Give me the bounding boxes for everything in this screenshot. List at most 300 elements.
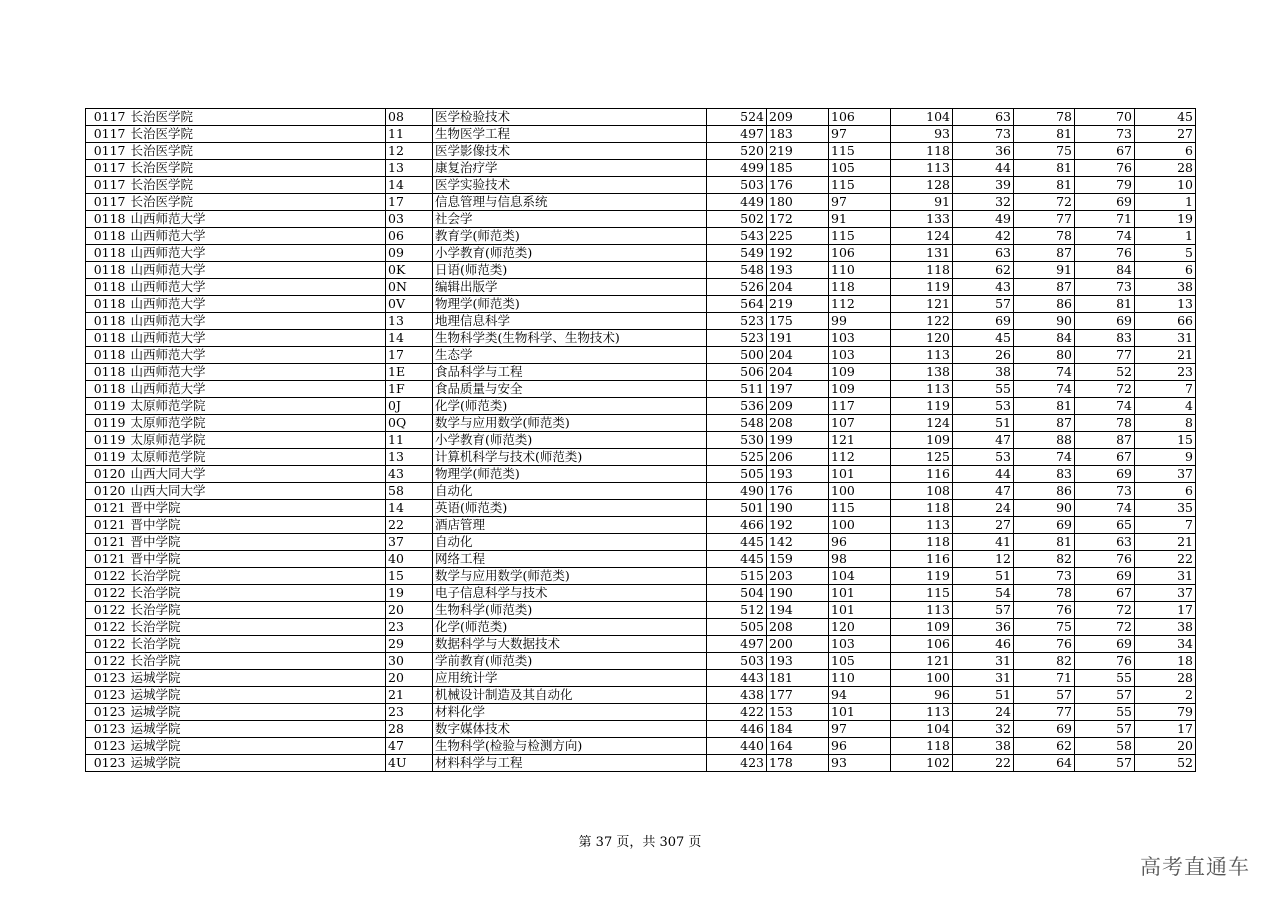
score-cell-3: 110 — [829, 670, 891, 687]
school-name-cell: 山西师范大学 — [129, 279, 386, 296]
score-cell-6: 83 — [1014, 466, 1075, 483]
score-cell-4: 113 — [891, 381, 953, 398]
score-cell-4: 113 — [891, 704, 953, 721]
score-cell-2: 164 — [767, 738, 829, 755]
school-code-cell: 0122 — [86, 568, 129, 585]
table-row — [86, 160, 1196, 177]
table-row — [86, 211, 1196, 228]
score-cell-7: 67 — [1075, 143, 1135, 160]
table-row — [86, 177, 1196, 194]
score-cell-4: 104 — [891, 721, 953, 738]
school-code-cell: 0118 — [86, 211, 129, 228]
score-cell-6: 80 — [1014, 347, 1075, 364]
score-cell-3: 101 — [829, 466, 891, 483]
score-cell-4: 109 — [891, 619, 953, 636]
table-row — [86, 109, 1196, 126]
table-row — [86, 415, 1196, 432]
score-cell-5: 22 — [953, 755, 1014, 772]
score-cell-5: 51 — [953, 687, 1014, 704]
score-cell-7: 73 — [1075, 279, 1135, 296]
score-cell-7: 74 — [1075, 398, 1135, 415]
score-cell-8: 17 — [1135, 721, 1196, 738]
score-cell-7: 70 — [1075, 109, 1135, 126]
score-cell-4: 131 — [891, 245, 953, 262]
score-cell-5: 38 — [953, 738, 1014, 755]
table-row — [86, 126, 1196, 143]
score-cell-1: 503 — [707, 177, 767, 194]
score-cell-4: 125 — [891, 449, 953, 466]
score-cell-2: 200 — [767, 636, 829, 653]
score-cell-5: 43 — [953, 279, 1014, 296]
table-row — [86, 466, 1196, 483]
score-cell-3: 115 — [829, 500, 891, 517]
school-name-cell: 长治医学院 — [129, 109, 386, 126]
school-code-cell: 0117 — [86, 177, 129, 194]
score-cell-1: 505 — [707, 619, 767, 636]
score-cell-6: 82 — [1014, 653, 1075, 670]
score-cell-7: 71 — [1075, 211, 1135, 228]
school-code-cell: 0118 — [86, 279, 129, 296]
school-name-cell: 运城学院 — [129, 738, 386, 755]
score-cell-4: 118 — [891, 534, 953, 551]
score-cell-3: 93 — [829, 755, 891, 772]
score-cell-6: 90 — [1014, 500, 1075, 517]
score-cell-1: 543 — [707, 228, 767, 245]
major-name-cell: 自动化 — [433, 534, 707, 551]
score-cell-4: 108 — [891, 483, 953, 500]
major-name-cell: 数据科学与大数据技术 — [433, 636, 707, 653]
school-name-cell: 山西师范大学 — [129, 262, 386, 279]
page-number: 第 37 页，共 307 页 — [578, 835, 702, 850]
score-cell-7: 52 — [1075, 364, 1135, 381]
score-cell-3: 96 — [829, 534, 891, 551]
major-code-cell: 43 — [386, 466, 433, 483]
major-name-cell: 医学影像技术 — [433, 143, 707, 160]
school-name-cell: 晋中学院 — [129, 500, 386, 517]
score-cell-3: 91 — [829, 211, 891, 228]
score-cell-8: 22 — [1135, 551, 1196, 568]
major-name-cell: 化学(师范类) — [433, 619, 707, 636]
score-cell-6: 69 — [1014, 721, 1075, 738]
score-cell-2: 184 — [767, 721, 829, 738]
major-name-cell: 生态学 — [433, 347, 707, 364]
score-cell-7: 73 — [1075, 483, 1135, 500]
score-cell-8: 34 — [1135, 636, 1196, 653]
major-name-cell: 信息管理与信息系统 — [433, 194, 707, 211]
score-cell-2: 209 — [767, 398, 829, 415]
score-cell-1: 499 — [707, 160, 767, 177]
school-name-cell: 晋中学院 — [129, 534, 386, 551]
major-name-cell: 机械设计制造及其自动化 — [433, 687, 707, 704]
score-cell-8: 38 — [1135, 619, 1196, 636]
major-name-cell: 物理学(师范类) — [433, 296, 707, 313]
score-cell-6: 78 — [1014, 109, 1075, 126]
major-name-cell: 康复治疗学 — [433, 160, 707, 177]
major-code-cell: 15 — [386, 568, 433, 585]
score-cell-7: 57 — [1075, 755, 1135, 772]
score-cell-8: 37 — [1135, 585, 1196, 602]
score-cell-2: 208 — [767, 415, 829, 432]
school-name-cell: 长治医学院 — [129, 126, 386, 143]
table-row — [86, 364, 1196, 381]
score-cell-5: 41 — [953, 534, 1014, 551]
major-code-cell: 19 — [386, 585, 433, 602]
score-cell-4: 120 — [891, 330, 953, 347]
score-cell-6: 76 — [1014, 602, 1075, 619]
major-name-cell: 医学检验技术 — [433, 109, 707, 126]
school-code-cell: 0118 — [86, 262, 129, 279]
score-cell-3: 99 — [829, 313, 891, 330]
score-cell-4: 109 — [891, 432, 953, 449]
score-cell-2: 193 — [767, 262, 829, 279]
score-cell-8: 28 — [1135, 160, 1196, 177]
score-cell-2: 172 — [767, 211, 829, 228]
score-cell-3: 109 — [829, 381, 891, 398]
score-cell-2: 191 — [767, 330, 829, 347]
score-cell-7: 78 — [1075, 415, 1135, 432]
score-cell-4: 121 — [891, 653, 953, 670]
score-cell-3: 97 — [829, 194, 891, 211]
score-cell-6: 62 — [1014, 738, 1075, 755]
major-name-cell: 材料科学与工程 — [433, 755, 707, 772]
table-row — [86, 500, 1196, 517]
score-cell-8: 31 — [1135, 568, 1196, 585]
school-name-cell: 长治学院 — [129, 568, 386, 585]
major-name-cell: 材料化学 — [433, 704, 707, 721]
table-row — [86, 755, 1196, 772]
score-cell-4: 116 — [891, 551, 953, 568]
school-code-cell: 0117 — [86, 109, 129, 126]
score-cell-5: 36 — [953, 143, 1014, 160]
major-code-cell: 47 — [386, 738, 433, 755]
score-cell-6: 81 — [1014, 398, 1075, 415]
table-row — [86, 432, 1196, 449]
school-code-cell: 0119 — [86, 415, 129, 432]
score-cell-8: 52 — [1135, 755, 1196, 772]
table-row — [86, 330, 1196, 347]
school-name-cell: 长治医学院 — [129, 160, 386, 177]
score-cell-7: 55 — [1075, 670, 1135, 687]
major-name-cell: 生物医学工程 — [433, 126, 707, 143]
score-cell-4: 118 — [891, 500, 953, 517]
score-cell-2: 219 — [767, 296, 829, 313]
score-cell-6: 87 — [1014, 415, 1075, 432]
score-cell-5: 73 — [953, 126, 1014, 143]
score-cell-6: 77 — [1014, 704, 1075, 721]
score-cell-6: 71 — [1014, 670, 1075, 687]
score-cell-7: 72 — [1075, 381, 1135, 398]
school-code-cell: 0123 — [86, 687, 129, 704]
major-code-cell: 37 — [386, 534, 433, 551]
score-cell-2: 203 — [767, 568, 829, 585]
school-code-cell: 0118 — [86, 347, 129, 364]
score-cell-1: 524 — [707, 109, 767, 126]
school-code-cell: 0118 — [86, 228, 129, 245]
score-cell-1: 445 — [707, 551, 767, 568]
score-cell-8: 1 — [1135, 228, 1196, 245]
major-code-cell: 1F — [386, 381, 433, 398]
score-cell-2: 153 — [767, 704, 829, 721]
score-cell-7: 63 — [1075, 534, 1135, 551]
school-name-cell: 山西师范大学 — [129, 211, 386, 228]
major-code-cell: 1E — [386, 364, 433, 381]
score-cell-8: 7 — [1135, 381, 1196, 398]
score-cell-2: 175 — [767, 313, 829, 330]
score-cell-4: 118 — [891, 262, 953, 279]
school-code-cell: 0118 — [86, 245, 129, 262]
score-cell-1: 506 — [707, 364, 767, 381]
score-cell-6: 87 — [1014, 245, 1075, 262]
score-cell-7: 69 — [1075, 636, 1135, 653]
score-cell-5: 27 — [953, 517, 1014, 534]
major-name-cell: 食品科学与工程 — [433, 364, 707, 381]
major-code-cell: 09 — [386, 245, 433, 262]
score-cell-6: 81 — [1014, 177, 1075, 194]
score-cell-1: 564 — [707, 296, 767, 313]
score-cell-8: 8 — [1135, 415, 1196, 432]
score-cell-6: 74 — [1014, 364, 1075, 381]
score-cell-8: 17 — [1135, 602, 1196, 619]
score-cell-7: 58 — [1075, 738, 1135, 755]
score-cell-5: 53 — [953, 449, 1014, 466]
score-cell-3: 97 — [829, 721, 891, 738]
score-cell-8: 4 — [1135, 398, 1196, 415]
score-cell-8: 23 — [1135, 364, 1196, 381]
table-row — [86, 704, 1196, 721]
score-cell-3: 103 — [829, 347, 891, 364]
score-cell-4: 121 — [891, 296, 953, 313]
school-name-cell: 长治学院 — [129, 636, 386, 653]
score-cell-4: 133 — [891, 211, 953, 228]
table-row — [86, 483, 1196, 500]
score-cell-8: 21 — [1135, 534, 1196, 551]
table-row — [86, 738, 1196, 755]
score-cell-1: 523 — [707, 313, 767, 330]
score-cell-6: 86 — [1014, 483, 1075, 500]
score-cell-6: 74 — [1014, 381, 1075, 398]
score-cell-3: 109 — [829, 364, 891, 381]
table-row — [86, 279, 1196, 296]
score-cell-5: 24 — [953, 704, 1014, 721]
major-code-cell: 11 — [386, 432, 433, 449]
major-code-cell: 40 — [386, 551, 433, 568]
score-cell-2: 204 — [767, 279, 829, 296]
score-cell-1: 526 — [707, 279, 767, 296]
score-cell-2: 197 — [767, 381, 829, 398]
score-cell-6: 81 — [1014, 534, 1075, 551]
score-cell-5: 47 — [953, 432, 1014, 449]
score-cell-8: 6 — [1135, 483, 1196, 500]
score-cell-1: 511 — [707, 381, 767, 398]
score-cell-5: 26 — [953, 347, 1014, 364]
score-cell-4: 93 — [891, 126, 953, 143]
score-cell-4: 113 — [891, 602, 953, 619]
table-row — [86, 517, 1196, 534]
school-name-cell: 山西师范大学 — [129, 364, 386, 381]
table-row — [86, 194, 1196, 211]
major-code-cell: 0J — [386, 398, 433, 415]
school-code-cell: 0122 — [86, 619, 129, 636]
score-cell-1: 501 — [707, 500, 767, 517]
score-cell-2: 183 — [767, 126, 829, 143]
score-cell-3: 117 — [829, 398, 891, 415]
score-cell-8: 21 — [1135, 347, 1196, 364]
school-name-cell: 晋中学院 — [129, 551, 386, 568]
score-cell-5: 57 — [953, 602, 1014, 619]
score-cell-5: 62 — [953, 262, 1014, 279]
score-cell-3: 115 — [829, 177, 891, 194]
score-cell-7: 69 — [1075, 466, 1135, 483]
score-cell-1: 536 — [707, 398, 767, 415]
school-code-cell: 0121 — [86, 534, 129, 551]
major-name-cell: 医学实验技术 — [433, 177, 707, 194]
score-cell-8: 5 — [1135, 245, 1196, 262]
score-cell-2: 192 — [767, 517, 829, 534]
score-cell-1: 520 — [707, 143, 767, 160]
score-cell-4: 102 — [891, 755, 953, 772]
major-code-cell: 0K — [386, 262, 433, 279]
score-cell-4: 128 — [891, 177, 953, 194]
score-cell-5: 38 — [953, 364, 1014, 381]
score-cell-8: 9 — [1135, 449, 1196, 466]
score-cell-7: 76 — [1075, 245, 1135, 262]
score-cell-1: 443 — [707, 670, 767, 687]
score-cell-8: 35 — [1135, 500, 1196, 517]
score-cell-7: 74 — [1075, 500, 1135, 517]
score-cell-1: 502 — [707, 211, 767, 228]
score-cell-7: 57 — [1075, 721, 1135, 738]
major-name-cell: 社会学 — [433, 211, 707, 228]
school-name-cell: 运城学院 — [129, 687, 386, 704]
score-cell-4: 116 — [891, 466, 953, 483]
major-name-cell: 学前教育(师范类) — [433, 653, 707, 670]
score-cell-6: 69 — [1014, 517, 1075, 534]
table-row — [86, 534, 1196, 551]
table-row — [86, 653, 1196, 670]
table-row — [86, 143, 1196, 160]
score-cell-3: 106 — [829, 109, 891, 126]
major-name-cell: 数字媒体技术 — [433, 721, 707, 738]
score-cell-5: 39 — [953, 177, 1014, 194]
score-cell-3: 103 — [829, 636, 891, 653]
major-name-cell: 生物科学类(生物科学、生物技术) — [433, 330, 707, 347]
score-cell-6: 75 — [1014, 619, 1075, 636]
score-cell-5: 31 — [953, 670, 1014, 687]
major-code-cell: 13 — [386, 313, 433, 330]
major-name-cell: 教育学(师范类) — [433, 228, 707, 245]
school-name-cell: 长治学院 — [129, 653, 386, 670]
school-code-cell: 0118 — [86, 330, 129, 347]
score-cell-8: 10 — [1135, 177, 1196, 194]
score-cell-8: 15 — [1135, 432, 1196, 449]
major-name-cell: 生物科学(检验与检测方向) — [433, 738, 707, 755]
major-code-cell: 58 — [386, 483, 433, 500]
score-cell-5: 54 — [953, 585, 1014, 602]
school-name-cell: 太原师范学院 — [129, 432, 386, 449]
major-name-cell: 数学与应用数学(师范类) — [433, 568, 707, 585]
school-name-cell: 山西大同大学 — [129, 483, 386, 500]
school-name-cell: 山西师范大学 — [129, 381, 386, 398]
school-name-cell: 晋中学院 — [129, 517, 386, 534]
school-code-cell: 0121 — [86, 551, 129, 568]
table-row — [86, 687, 1196, 704]
score-cell-3: 120 — [829, 619, 891, 636]
score-cell-3: 104 — [829, 568, 891, 585]
score-cell-6: 57 — [1014, 687, 1075, 704]
table-row — [86, 670, 1196, 687]
score-cell-4: 124 — [891, 415, 953, 432]
score-cell-8: 1 — [1135, 194, 1196, 211]
score-cell-7: 87 — [1075, 432, 1135, 449]
score-cell-6: 72 — [1014, 194, 1075, 211]
school-name-cell: 长治医学院 — [129, 143, 386, 160]
school-code-cell: 0122 — [86, 585, 129, 602]
score-cell-6: 81 — [1014, 126, 1075, 143]
score-cell-3: 100 — [829, 483, 891, 500]
school-code-cell: 0123 — [86, 755, 129, 772]
score-cell-6: 73 — [1014, 568, 1075, 585]
school-code-cell: 0122 — [86, 602, 129, 619]
major-code-cell: 14 — [386, 330, 433, 347]
score-cell-2: 225 — [767, 228, 829, 245]
table-row — [86, 619, 1196, 636]
major-name-cell: 网络工程 — [433, 551, 707, 568]
score-cell-1: 497 — [707, 126, 767, 143]
score-cell-5: 44 — [953, 160, 1014, 177]
score-cell-3: 103 — [829, 330, 891, 347]
score-cell-3: 112 — [829, 296, 891, 313]
score-cell-7: 76 — [1075, 551, 1135, 568]
score-cell-1: 548 — [707, 415, 767, 432]
school-code-cell: 0123 — [86, 704, 129, 721]
score-cell-1: 512 — [707, 602, 767, 619]
score-cell-8: 79 — [1135, 704, 1196, 721]
score-cell-6: 77 — [1014, 211, 1075, 228]
school-code-cell: 0122 — [86, 636, 129, 653]
school-code-cell: 0119 — [86, 398, 129, 415]
score-cell-5: 45 — [953, 330, 1014, 347]
major-name-cell: 小学教育(师范类) — [433, 432, 707, 449]
score-cell-7: 81 — [1075, 296, 1135, 313]
score-cell-3: 112 — [829, 449, 891, 466]
major-code-cell: 12 — [386, 143, 433, 160]
major-name-cell: 酒店管理 — [433, 517, 707, 534]
school-code-cell: 0121 — [86, 500, 129, 517]
score-cell-3: 98 — [829, 551, 891, 568]
score-cell-4: 96 — [891, 687, 953, 704]
score-cell-8: 66 — [1135, 313, 1196, 330]
score-cell-7: 67 — [1075, 585, 1135, 602]
table-row — [86, 245, 1196, 262]
score-cell-2: 176 — [767, 483, 829, 500]
score-cell-2: 180 — [767, 194, 829, 211]
score-cell-1: 504 — [707, 585, 767, 602]
major-code-cell: 0N — [386, 279, 433, 296]
school-name-cell: 太原师范学院 — [129, 449, 386, 466]
major-code-cell: 14 — [386, 500, 433, 517]
major-code-cell: 17 — [386, 347, 433, 364]
major-code-cell: 0Q — [386, 415, 433, 432]
score-cell-5: 49 — [953, 211, 1014, 228]
score-cell-1: 466 — [707, 517, 767, 534]
school-name-cell: 运城学院 — [129, 670, 386, 687]
score-cell-2: 176 — [767, 177, 829, 194]
major-name-cell: 生物科学(师范类) — [433, 602, 707, 619]
school-code-cell: 0117 — [86, 126, 129, 143]
score-cell-7: 67 — [1075, 449, 1135, 466]
score-cell-8: 7 — [1135, 517, 1196, 534]
score-cell-7: 73 — [1075, 126, 1135, 143]
